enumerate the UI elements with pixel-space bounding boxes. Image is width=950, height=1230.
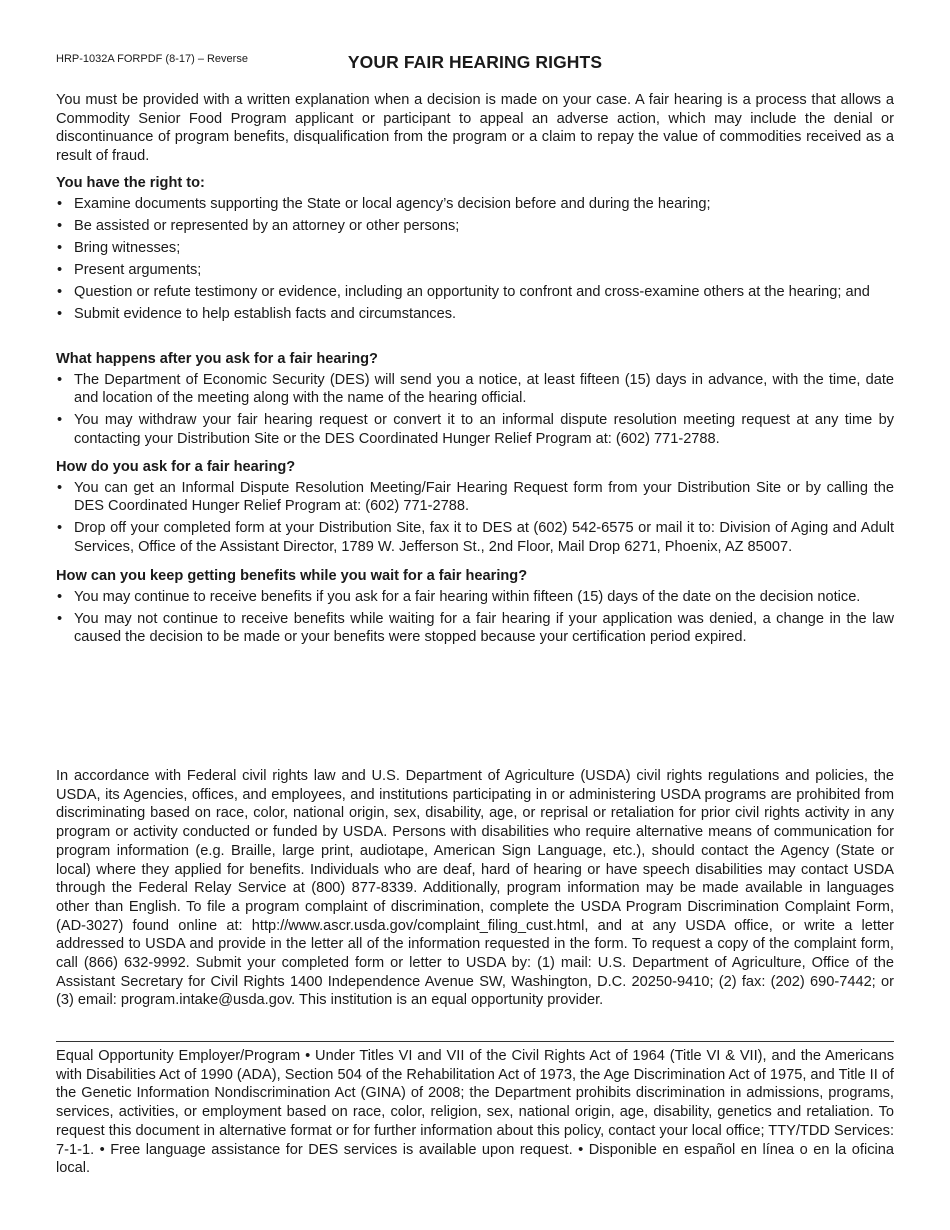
- list-item: • You can get an Informal Dispute Resolution Meeting/Fair Hearing Request form from your Distribution Site or by calling the DES Coordinated Hunger Relief Program at: (602) 771-2788.: [56, 479, 894, 516]
- list-item: • Be assisted or represented by an attorney or other persons;: [56, 217, 894, 236]
- form-identifier: HRP-1032A FORPDF (8-17) – Reverse: [56, 53, 248, 65]
- list-item: • Question or refute testimony or evidence, including an opportunity to confront and cross-examine others at the hearing; and: [56, 283, 894, 302]
- equal-opportunity-statement: Equal Opportunity Employer/Program • Under Titles VI and VII of the Civil Rights Act of 1964 (Title VI & VII), and the Americans with Disabilities Act of 1990 (ADA), Section 504 of the Rehabilitation Act of 1973, the Age Discrimination Act of 1975, and Title II of the Genetic Information Nondiscrimination Act (GINA) of 2008; the Department prohibits discrimination in admissions, programs, services, activities, or employment based on race, color, religion, sex, national origin, age, disability, genetics and retaliation. To request this document in alternative format or for further information about this policy, contact your local office; TTY/TDD Services: 7-1-1. • Free language assistance for DES services is available upon request. • Disponible en español en línea o en la oficina local.: [56, 1048, 894, 1177]
- list-item: • Present arguments;: [56, 261, 894, 280]
- benefits-section: [56, 567, 894, 650]
- list-item: • You may not continue to receive benefits while waiting for a fair hearing if your application was denied, a change in the law caused the decision to be made or your benefits were stopped because your certification period expired.: [56, 610, 894, 647]
- intro-paragraph: You must be provided with a written explanation when a decision is made on your case. A fair hearing is a process that allows a Commodity Senior Food Program applicant or participant to appeal an adverse action, which may include the denial or discontinuance of program benefits, disqualification from the program or a claim to repay the value of commodities received as a result of fraud.: [56, 92, 894, 165]
- rights-section: [56, 174, 894, 327]
- rights-heading: You have the right to:: [56, 175, 205, 191]
- how-to-ask-heading: How do you ask for a fair hearing?: [56, 459, 296, 475]
- list-item: • You may withdraw your fair hearing request or convert it to an informal dispute resolution meeting request at any time by contacting your Distribution Site or the DES Coordinated Hunger Relief Program at: (602) 771-2788.: [56, 411, 894, 448]
- after-request-heading: What happens after you ask for a fair hearing?: [56, 351, 378, 367]
- list-item: • The Department of Economic Security (DES) will send you a notice, at least fifteen (15) days in advance, with the time, date and location of the meeting along with the name of the hearing official.: [56, 371, 894, 408]
- page-title: YOUR FAIR HEARING RIGHTS: [347, 52, 603, 72]
- after-request-list: [56, 371, 894, 449]
- rights-list: [56, 195, 894, 324]
- list-item: • Examine documents supporting the State or local agency’s decision before and during the hearing;: [56, 195, 894, 214]
- how-to-ask-list: [56, 479, 894, 557]
- after-request-section: [56, 350, 894, 452]
- list-item: • Submit evidence to help establish facts and circumstances.: [56, 305, 894, 324]
- divider: [56, 1041, 894, 1042]
- benefits-heading: How can you keep getting benefits while you wait for a fair hearing?: [56, 568, 528, 584]
- list-item: • You may continue to receive benefits if you ask for a fair hearing within fifteen (15) days of the date on the decision notice.: [56, 588, 894, 607]
- how-to-ask-section: [56, 458, 894, 560]
- list-item: • Drop off your completed form at your Distribution Site, fax it to DES at (602) 542-6575 or mail it to: Division of Aging and Adult Services, Office of the Assistant Director, 1789 W. Jefferson St., 2nd Floor, Mail Drop 6271, Phoenix, AZ 85007.: [56, 519, 894, 556]
- civil-rights-statement: In accordance with Federal civil rights law and U.S. Department of Agriculture (USDA) civil rights regulations and policies, the USDA, its Agencies, offices, and employees, and institutions participating in or administering USDA programs are prohibited from discriminating based on race, color, national origin, sex, disability, age, or reprisal or retaliation for prior civil rights activity in any program or activity conducted or funded by USDA. Persons with disabilities who require alternative means of communication for program information (e.g. Braille, large print, audiotape, American Sign Language, etc.), should contact the Agency (State or local) where they applied for benefits. Individuals who are deaf, hard of hearing or have speech disabilities may contact USDA through the Federal Relay Service at (800) 877-8339. Additionally, program information may be made available in languages other than English. To file a program complaint of discrimination, complete the USDA Program Discrimination Complaint Form, (AD-3027) found online at: http://www.ascr.usda.gov/complaint_filing_cust.html, and at any USDA office, or write a letter addressed to USDA and provide in the letter all of the information requested in the form. To request a copy of the complaint form, call (866) 632-9992. Submit your completed form or letter to USDA by: (1) mail: U.S. Department of Agriculture, Office of the Assistant Secretary for Civil Rights 1400 Independence Avenue SW, Washington, D.C. 20250-9410; (2) fax: (202) 690-7442; or (3) email: program.intake@usda.gov. This institution is an equal opportunity provider.: [56, 768, 894, 1009]
- benefits-list: [56, 588, 894, 647]
- list-item: • Bring witnesses;: [56, 239, 894, 258]
